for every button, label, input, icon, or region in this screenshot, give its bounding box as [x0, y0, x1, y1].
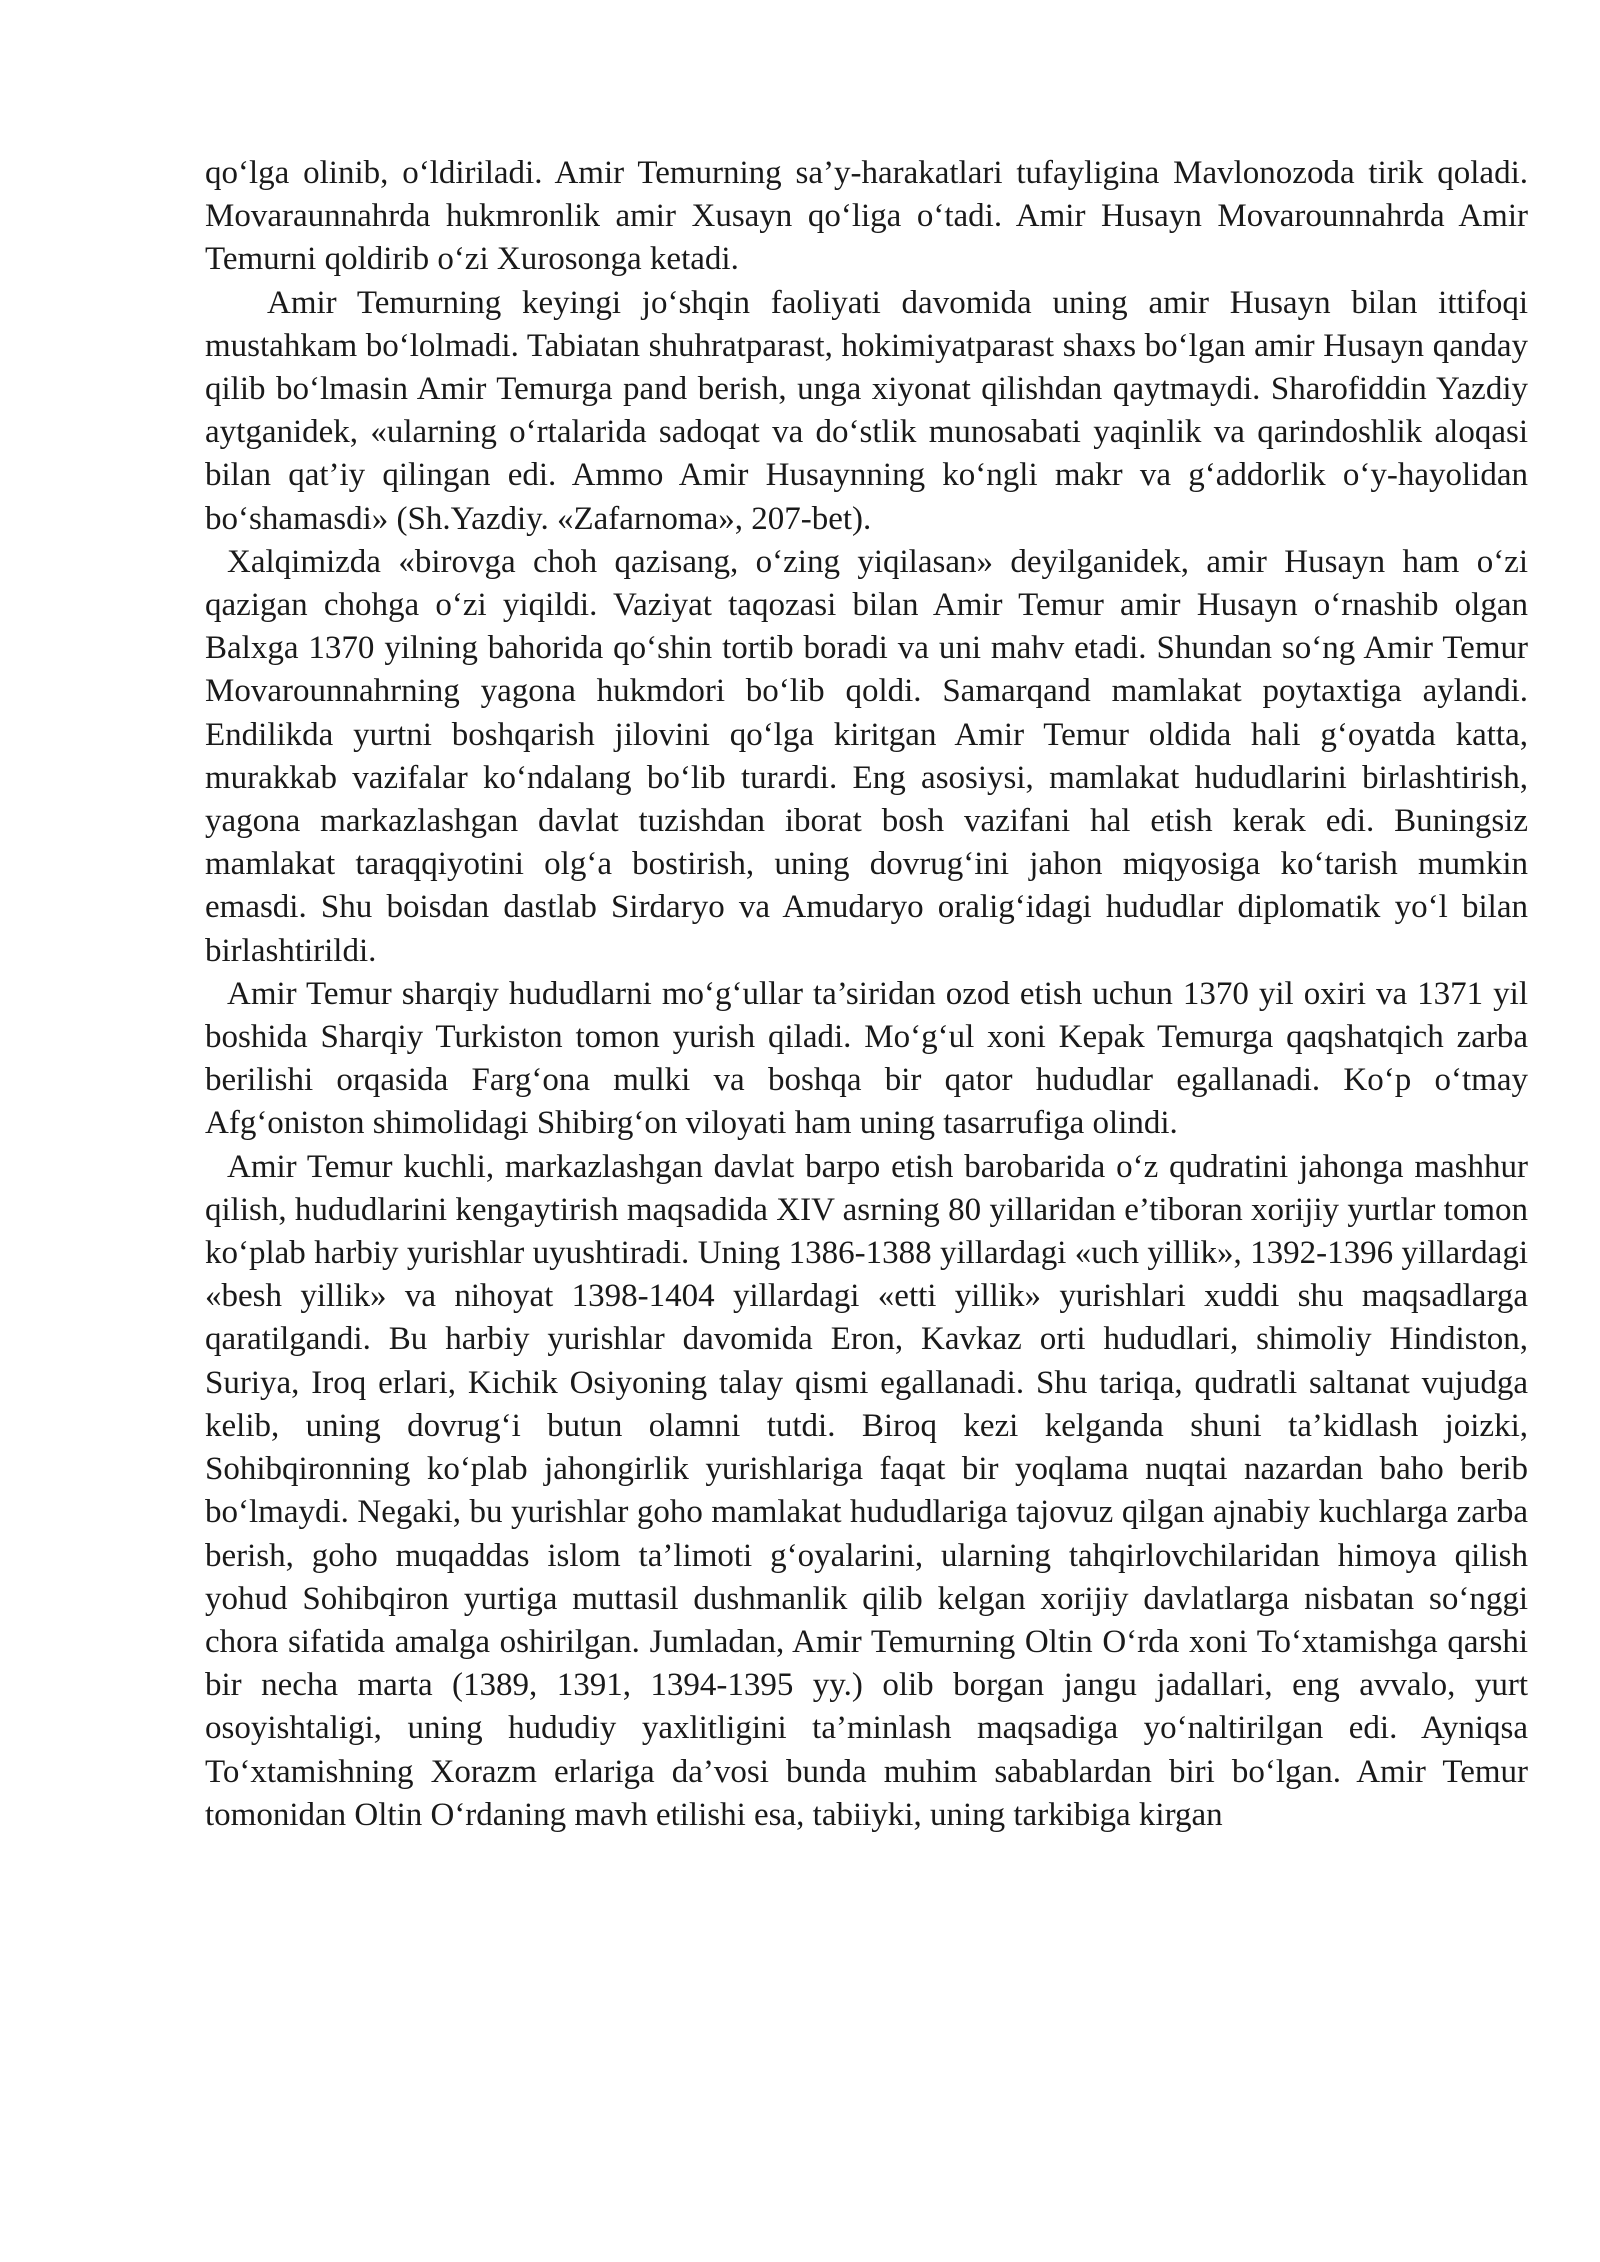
paragraph-5: Amir Temur kuchli, markazlashgan davlat barpo etish barobarida o‘z qudratini jahonga mashhur qilish, hududlarini kengaytirish maqsadida XIV asrning 80 yillaridan e’tiboran xorijiy yurtlar tomon ko‘plab harbiy yurishlar uyushtiradi. Uning 1386-1388 yillardagi «uch yillik», 1392-1396 yillardagi «besh yillik» va nihoyat 1398-1404 yillardagi «etti yillik» yurishlari xuddi shu maqsadlarga qaratilgandi. Bu harbiy yurishlar davomida Eron, Kavkaz orti hududlari, shimoliy Hindiston, Suriya, Iroq erlari, Kichik Osiyoning talay qismi egallanadi. Shu tariqa, qudratli saltanat vujudga kelib, uning dovrug‘i butun olamni tutdi. Biroq kezi kelganda shuni ta’kidlash joizki, Sohibqironning ko‘plab jahongirlik yurishlariga faqat bir yoqlama nuqtai nazardan baho berib bo‘lmaydi. Negaki, bu yurishlar goho mamlakat hududlariga tajovuz qilgan ajnabiy kuchlarga zarba berish, goho muqaddas islom ta’limoti g‘oyalarini, ularning tahqirlovchilaridan himoya qilish yohud Sohibqiron yurtiga muttasil dushmanlik qilib kelgan xorijiy davlatlarga nisbatan so‘nggi chora sifatida amalga oshirilgan. Jumladan, Amir Temurning Oltin O‘rda xoni To‘xtamishga qarshi bir necha marta (1389, 1391, 1394-1395 yy.) olib borgan jangu jadallari, eng avvalo, yurt osoyishtaligi, uning hududiy yaxlitligini ta’minlash maqsadiga yo‘naltirilgan edi. Ayniqsa To‘xtamishning Xorazm erlariga da’vosi bunda muhim sabablardan biri bo‘lgan. Amir Temur tomonidan Oltin O‘rdaning mavh etilishi esa, tabiiyki, uning tarkibiga kirgan: [205, 1148, 1528, 1833]
document-page: [205, 152, 1528, 1837]
paragraph-4: Amir Temur sharqiy hududlarni mo‘g‘ullar ta’siridan ozod etish uchun 1370 yil oxiri va 1371 yil boshida Sharqiy Turkiston tomon yurish qiladi. Mo‘g‘ul xoni Kepak Temurga qaqshatqich zarba berilishi orqasida Farg‘ona mulki va boshqa bir qator hududlar egallanadi. Ko‘p o‘tmay Afg‘oniston shimolidagi Shibirg‘on viloyati ham uning tasarrufiga olindi.: [205, 975, 1528, 1142]
paragraph-3: Xalqimizda «birovga choh qazisang, o‘zing yiqilasan» deyilganidek, amir Husayn ham o‘zi qazigan chohga o‘zi yiqildi. Vaziyat taqozasi bilan Amir Temur amir Husayn o‘rnashib olgan Balxga 1370 yilning bahorida qo‘shin tortib boradi va uni mahv etadi. Shundan so‘ng Amir Temur Movarounnahrning yagona hukmdori bo‘lib qoldi. Samarqand mamlakat poytaxtiga aylandi. Endilikda yurtni boshqarish jilovini qo‘lga kiritgan Amir Temur oldida hali g‘oyatda katta, murakkab vazifalar ko‘ndalang bo‘lib turardi. Eng asosiysi, mamlakat hududlarini birlashtirish, yagona markazlashgan davlat tuzishdan iborat bosh vazifani hal etish kerak edi. Buningsiz mamlakat taraqqiyotini olg‘a bostirish, uning dovrug‘ini jahon miqyosiga ko‘tarish mumkin emasdi. Shu boisdan dastlab Sirdaryo va Amudaryo oralig‘idagi hududlar diplomatik yo‘l bilan birlashtirildi.: [205, 543, 1528, 969]
paragraph-2: Amir Temurning keyingi jo‘shqin faoliyati davomida uning amir Husayn bilan ittifoqi mustahkam bo‘lolmadi. Tabiatan shuhratparast, hokimiyatparast shaxs bo‘lgan amir Husayn qanday qilib bo‘lmasin Amir Temurga pand berish, unga xiyonat qilishdan qaytmaydi. Sharofiddin Yazdiy aytganidek, «ularning o‘rtalarida sadoqat va do‘stlik munosabati yaqinlik va qarindoshlik aloqasi bilan qat’iy qilingan edi. Ammo Amir Husaynning ko‘ngli makr va g‘addorlik o‘y-hayolidan bo‘shamasdi» (Sh.Yazdiy. «Zafarnoma», 207-bet).: [205, 284, 1528, 537]
paragraph-1: qo‘lga olinib, o‘ldiriladi. Amir Temurning sa’y-harakatlari tufayligina Mavlonozoda tirik qoladi. Movaraunnahrda hukmronlik amir Xusayn qo‘liga o‘tadi. Amir Husayn Movarounnahrda Amir Temurni qoldirib o‘zi Xurosonga ketadi.: [205, 155, 1528, 278]
